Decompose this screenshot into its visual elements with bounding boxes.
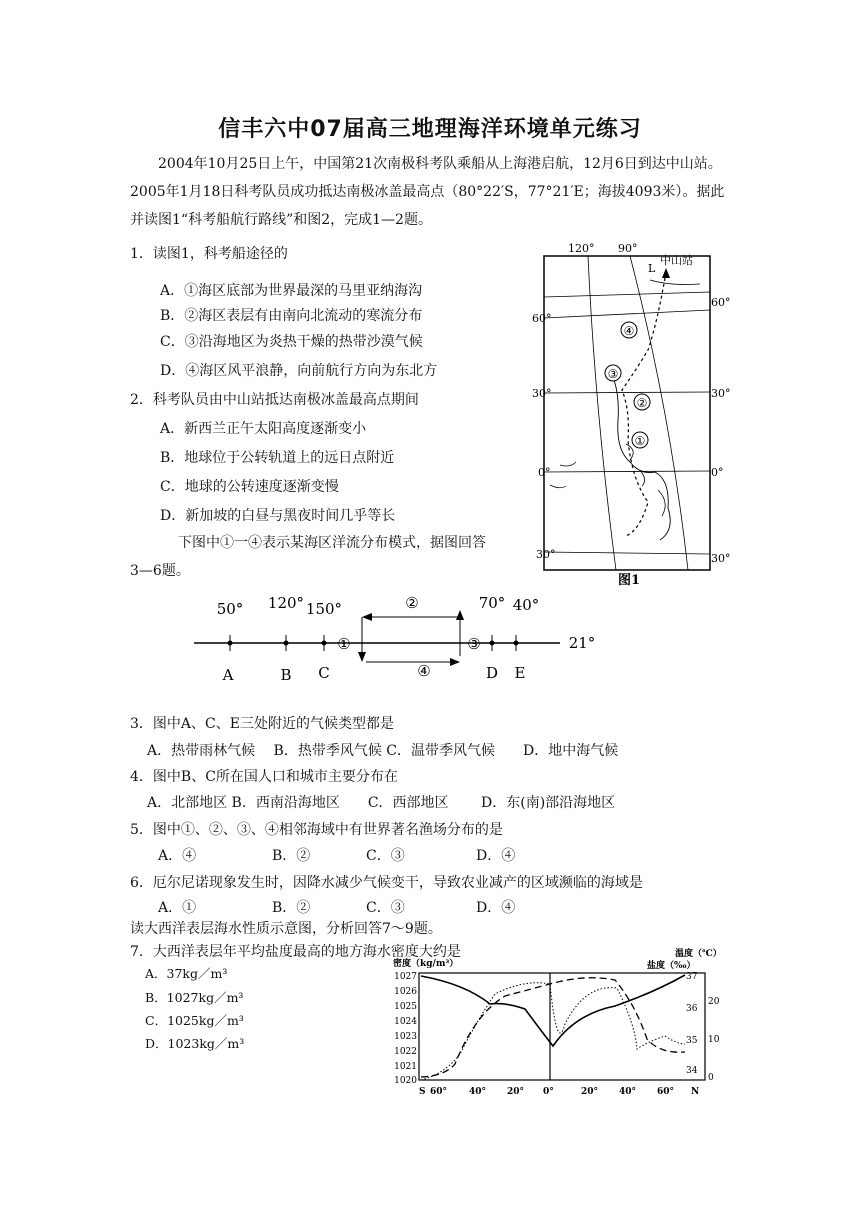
svg-text:0: 0: [708, 1073, 714, 1083]
svg-text:37: 37: [686, 972, 698, 982]
question-2-option-b[interactable]: B．地球位于公转轨道上的远日点附近: [160, 450, 395, 466]
svg-text:20°: 20°: [581, 1087, 599, 1097]
current-4-label: ④: [417, 662, 431, 680]
marker-3-label: ③: [607, 367, 619, 381]
svg-text:1023: 1023: [394, 1032, 417, 1042]
deg-40-label: 40°: [512, 596, 540, 614]
svg-text:0°: 0°: [543, 1087, 554, 1097]
lat-30s-right-label: 30°: [711, 552, 731, 565]
voyage-route-map: [530, 240, 740, 590]
question-4-stem: 4．图中B、C所在国人口和城市主要分布在: [130, 769, 398, 785]
svg-text:20°: 20°: [507, 1087, 525, 1097]
question-7-option-c[interactable]: C．1025kg／m³: [145, 1013, 244, 1028]
svg-text:40°: 40°: [619, 1087, 637, 1097]
current-1-label: ①: [337, 635, 351, 653]
lat-30-right-label: 30°: [711, 387, 731, 400]
current-2-label: ②: [405, 594, 419, 612]
point-e-label: E: [514, 664, 526, 682]
lon-120-label: 120°: [568, 242, 595, 255]
atlantic-surface-chart: [385, 944, 740, 1100]
intro-paragraph: 2004年10月25日上午，中国第21次南极科考队乘船从上海港启航，12月6日到达中山站。2005年1月18日科考队员成功抵达南极冰盖最高点（80°22′S，77°21′E；海拔4093米）。据此并读图1“科考船航行路线”和图2，完成1—2题。: [130, 156, 725, 228]
question-5-option-b[interactable]: B．②: [272, 848, 311, 864]
chart-frame: [419, 973, 705, 1080]
svg-text:1027: 1027: [394, 972, 417, 982]
question-1-option-c[interactable]: C．③沿海地区为炎热干燥的热带沙漠气候: [160, 334, 423, 350]
question-1-option-b[interactable]: B．②海区表层有由南向北流动的寒流分布: [160, 308, 423, 324]
question-1-option-a[interactable]: A．①海区底部为世界最深的马里亚纳海沟: [160, 283, 423, 299]
question-6-option-d[interactable]: D．④: [476, 900, 516, 916]
map-caption: 图1: [618, 573, 641, 588]
ocean-current-diagram: [190, 590, 610, 690]
question-7-option-b[interactable]: B．1027kg／m³: [145, 990, 244, 1005]
lon-90-label: 90°: [618, 242, 638, 255]
svg-text:1025: 1025: [394, 1002, 417, 1012]
question-2-option-d[interactable]: D．新加坡的白昼与黑夜时间几乎等长: [160, 508, 396, 524]
svg-text:1021: 1021: [394, 1062, 417, 1072]
svg-text:60°: 60°: [657, 1087, 675, 1097]
question-7-option-a[interactable]: A．37kg／m³: [145, 966, 228, 981]
question-5-option-d[interactable]: D．④: [476, 848, 516, 864]
lat-21-label: 21°: [568, 634, 596, 652]
deg-50-label: 50°: [216, 600, 244, 618]
lat-0-left-label: 0°: [538, 466, 551, 479]
point-a-label: A: [222, 666, 234, 684]
question-1-option-d[interactable]: D．④海区风平浪静，向前航行方向为东北方: [160, 363, 438, 379]
question-2-option-a[interactable]: A．新西兰正午太阳高度逐渐变小: [160, 421, 367, 437]
question-5-option-a[interactable]: A．④: [158, 848, 197, 864]
point-c-label: C: [318, 664, 330, 682]
marker-2-label: ②: [636, 396, 648, 410]
deg-120-label: 120°: [267, 594, 305, 612]
svg-text:1026: 1026: [394, 987, 417, 997]
zhongshan-station-label: 中山站: [660, 254, 693, 267]
svg-text:20: 20: [708, 997, 720, 1007]
temperature-axis-title: 温度（℃）: [675, 949, 722, 959]
density-axis-title: 密度（kg/m³）: [393, 959, 459, 969]
question-7-option-d[interactable]: D．1023kg／m³: [145, 1036, 245, 1051]
svg-text:1022: 1022: [394, 1047, 417, 1057]
svg-text:36: 36: [686, 1004, 698, 1014]
svg-text:1020: 1020: [394, 1076, 417, 1086]
question-7-stem: 7．大西洋表层年平均盐度最高的地方海水密度大约是: [130, 944, 461, 960]
question-6-option-b[interactable]: B．②: [272, 900, 311, 916]
deg-150-label: 150°: [305, 600, 343, 618]
question-6-option-a[interactable]: A．①: [158, 900, 197, 916]
svg-text:35: 35: [686, 1036, 698, 1046]
question-5-stem: 5．图中①、②、③、④相邻海域中有世界著名渔场分布的是: [130, 822, 503, 838]
svg-text:40°: 40°: [469, 1087, 487, 1097]
question-1-stem: 1．读图1，科考船途径的: [130, 246, 288, 262]
point-b-label: B: [280, 666, 292, 684]
figure-intro: 下图中①一④表示某海区洋流分布模式，据图回答: [178, 535, 486, 551]
lat-0-right-label: 0°: [711, 466, 724, 479]
lat-60-right-label: 60°: [711, 296, 731, 309]
lat-60-left-label: 60°: [532, 312, 552, 325]
question-2-option-c[interactable]: C．地球的公转速度逐渐变慢: [160, 479, 339, 495]
current-3-label: ③: [467, 635, 481, 653]
lat-30s-left-label: 30°: [536, 548, 556, 561]
question-6-option-c[interactable]: C．③: [366, 900, 405, 916]
svg-text:S: S: [419, 1087, 426, 1097]
questions-7-9-intro: 读大西洋表层海水性质示意图，分析回答7～9题。: [130, 921, 442, 937]
svg-text:10: 10: [708, 1035, 720, 1045]
lat-30-left-label: 30°: [532, 387, 552, 400]
marker-4-label: ④: [623, 324, 635, 338]
svg-text:N: N: [691, 1087, 700, 1097]
svg-text:1024: 1024: [394, 1017, 417, 1027]
figure-intro-cont: 3—6题。: [130, 563, 190, 579]
question-6-stem: 6．厄尔尼诺现象发生时，因降水减少气候变干，导致农业减产的区域濒临的海域是: [130, 875, 643, 891]
point-d-label: D: [485, 664, 499, 682]
marker-1-label: ①: [634, 434, 646, 448]
page-title: 信丰六中07届高三地理海洋环境单元练习: [218, 117, 642, 142]
question-3-stem: 3．图中A、C、E三处附近的气候类型都是: [130, 716, 394, 732]
salinity-axis-title: 盐度（‰）: [647, 961, 696, 971]
deg-70-label: 70°: [478, 594, 506, 612]
map-l-label: L: [648, 262, 656, 275]
svg-text:34: 34: [686, 1066, 698, 1076]
svg-text:60°: 60°: [430, 1087, 448, 1097]
question-5-option-c[interactable]: C．③: [366, 848, 405, 864]
question-4-options[interactable]: A．北部地区 B．西南沿海地区 C．西部地区 D．东(南)部沿海地区: [147, 795, 616, 811]
question-3-options[interactable]: A．热带雨林气候 B．热带季风气候 C．温带季风气候 D．地中海气候: [147, 743, 619, 759]
question-2-stem: 2．科考队员由中山站抵达南极冰盖最高点期间: [130, 392, 419, 408]
